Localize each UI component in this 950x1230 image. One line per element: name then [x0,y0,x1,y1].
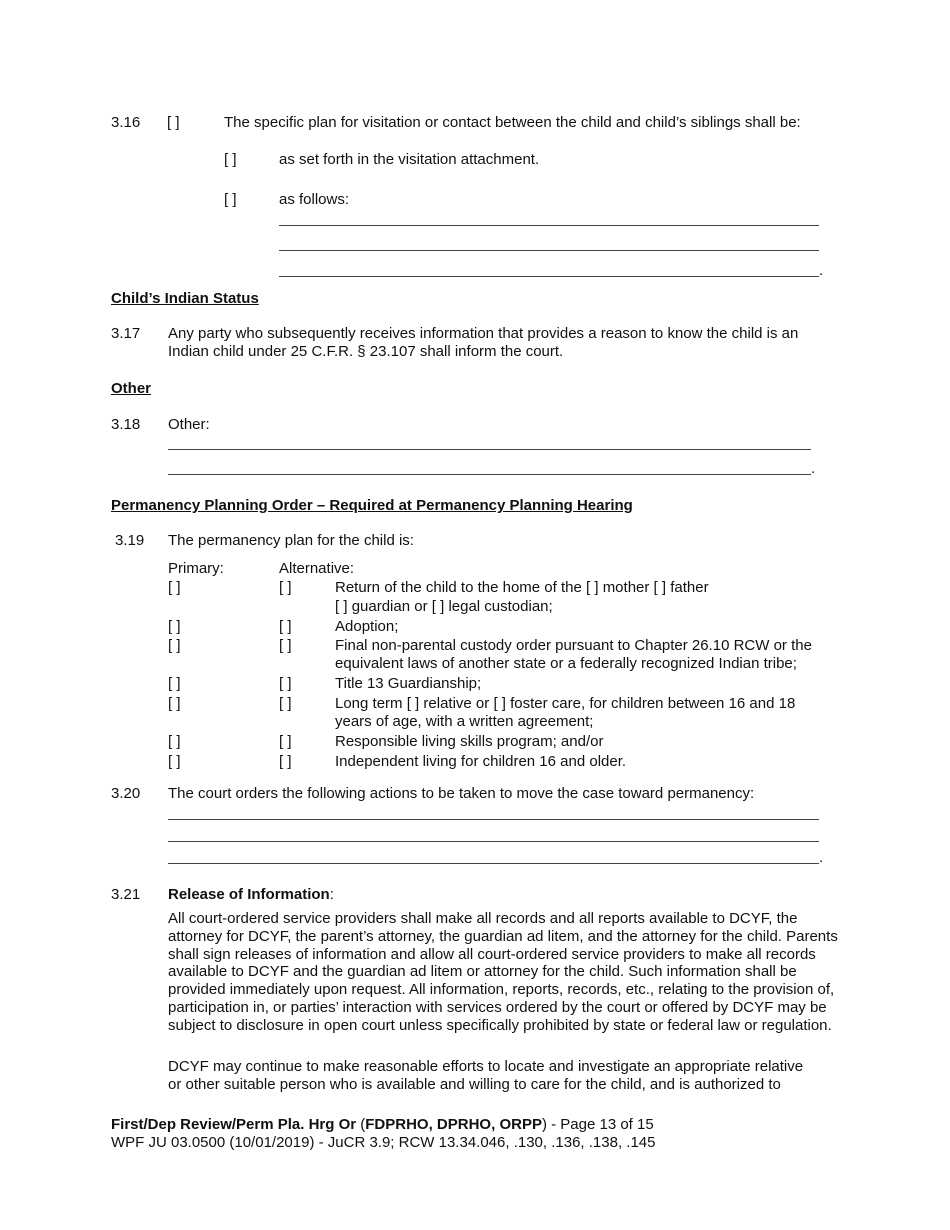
section-number-3-19: 3.19 [115,532,145,549]
checkbox-alternative-non-parental-custody[interactable]: [ ] [279,637,292,654]
plan-text: foster care, for children between 16 and 18 [510,695,796,712]
checkbox-alternative-living-skills[interactable]: [ ] [279,733,292,750]
checkbox-primary-independent-living[interactable]: [ ] [168,753,181,770]
section-text-3-19: The permanency plan for the child is: [168,532,414,549]
heading-permanency-planning-order: Permanency Planning Order – Required at Permanency Planning Hearing [111,497,633,514]
paragraph-dcyf-line2: or other suitable person who is available and willing to care for the child, and is authorized to [168,1076,781,1093]
checkbox-visitation-attachment[interactable]: [ ] [224,151,237,168]
checkbox-relative[interactable]: [ ] [406,695,420,712]
checkbox-guardian[interactable]: [ ] [335,598,348,615]
alternative-column-label: Alternative: [279,560,355,577]
option-visitation-attachment: as set forth in the visitation attachment. [279,151,540,168]
section-number-3-18: 3.18 [111,416,141,433]
footer-form-name: First/Dep Review/Perm Pla. Hrg Or [111,1116,357,1133]
plan-independent-living: Independent living for children 16 and older. [335,753,627,770]
section-text-3-20: The court orders the following actions to be taken to move the case toward permanency: [168,785,755,802]
blank-line[interactable] [168,449,811,450]
checkbox-primary-adoption[interactable]: [ ] [168,618,181,635]
checkbox-father[interactable]: [ ] [653,579,667,596]
heading-other: Other [111,380,152,397]
section-text-3-17-line2: Indian child under 25 C.F.R. § 23.107 shall inform the court. [168,343,564,360]
footer-paren: ( [356,1116,366,1133]
plan-text: Return of the child to the home of the [335,579,582,596]
section-text-3-17-line1: Any party who subsequently receives information that provides a reason to know the child is an [168,325,799,342]
checkbox-alternative-long-term-care[interactable]: [ ] [279,695,292,712]
blank-line[interactable] [279,276,819,277]
other-label: Other: [168,416,210,433]
plan-non-parental-custody-line2: equivalent laws of another state or a federally recognized Indian tribe; [335,655,797,672]
section-text-3-16: The specific plan for visitation or contact between the child and child’s siblings shall be: [224,114,801,131]
plan-text: father [670,579,709,596]
checkbox-as-follows[interactable]: [ ] [224,191,237,208]
footer-page-number: ) - Page 13 of 15 [541,1116,654,1133]
section-number-3-21: 3.21 [111,886,141,903]
plan-adoption: Adoption; [335,618,399,635]
colon: : [329,886,334,903]
primary-column-label: Primary: [168,560,224,577]
footer-form-codes: FDPRHO, DPRHO, ORPP [365,1116,542,1133]
release-of-information-paragraph: All court-ordered service providers shall make all records and all reports available to DCYF, the attorney for DCYF, the parent’s attorney, the guardian ad litem, and the attorney for the child. Parents shall sign releases of information and allow all court-ordered service providers to make all records available to DCYF and the guardian ad litem or attorney for the child. Such information shall be provided immediately upon request. All information, reports, records, etc., relating to the provision of, participation in, or parties’ interaction with services ordered by the court or offered by DCYF may be subject to disclosure in open court unless specifically prohibited by state or federal law or regulation. [168,910,838,1034]
release-of-information-title: Release of Information [168,886,330,903]
plan-return-home-line2 [335,598,553,615]
plan-long-term-care-line1 [335,695,795,712]
checkbox-3-16[interactable]: [ ] [167,114,180,131]
period: . [811,460,816,477]
footer-form-reference: WPF JU 03.0500 (10/01/2019) - JuCR 3.9; RCW 13.34.046, .130, .136, .138, .145 [111,1134,656,1151]
blank-line[interactable] [168,819,819,820]
checkbox-foster-care[interactable]: [ ] [493,695,506,712]
option-as-follows: as follows: [279,191,350,208]
heading-childs-indian-status: Child’s Indian Status [111,290,259,307]
blank-line[interactable] [279,250,819,251]
section-number-3-16: 3.16 [111,114,141,131]
plan-return-home-line1 [335,579,709,596]
checkbox-alternative-adoption[interactable]: [ ] [279,618,292,635]
blank-line[interactable] [168,863,819,864]
blank-line[interactable] [168,841,819,842]
blank-line[interactable] [168,474,811,475]
period: . [819,849,824,866]
plan-text: mother [602,579,650,596]
footer-title [111,1116,654,1133]
blank-line[interactable] [279,225,819,226]
section-number-3-20: 3.20 [111,785,141,802]
section-title-3-21 [168,886,334,903]
plan-text: legal custodian; [448,598,553,615]
plan-text: relative or [423,695,490,712]
checkbox-alternative-independent-living[interactable]: [ ] [279,753,292,770]
checkbox-primary-living-skills[interactable]: [ ] [168,733,181,750]
plan-title-13-guardianship: Title 13 Guardianship; [335,675,482,692]
plan-living-skills: Responsible living skills program; and/or [335,733,604,750]
checkbox-primary-return-home[interactable]: [ ] [168,579,181,596]
checkbox-alternative-title-13[interactable]: [ ] [279,675,292,692]
plan-long-term-care-line2: years of age, with a written agreement; [335,713,594,730]
checkbox-primary-long-term-care[interactable]: [ ] [168,695,181,712]
paragraph-dcyf-line1: DCYF may continue to make reasonable efforts to locate and investigate an appropriate relative [168,1058,804,1075]
plan-text: guardian or [351,598,428,615]
checkbox-alternative-return-home[interactable]: [ ] [279,579,292,596]
checkbox-primary-non-parental-custody[interactable]: [ ] [168,637,181,654]
period: . [819,262,824,279]
section-number-3-17: 3.17 [111,325,141,342]
checkbox-primary-title-13[interactable]: [ ] [168,675,181,692]
checkbox-mother[interactable]: [ ] [586,579,599,596]
checkbox-legal-custodian[interactable]: [ ] [431,598,445,615]
plan-non-parental-custody-line1: Final non-parental custody order pursuant to Chapter 26.10 RCW or the [335,637,812,654]
plan-text: Long term [335,695,403,712]
